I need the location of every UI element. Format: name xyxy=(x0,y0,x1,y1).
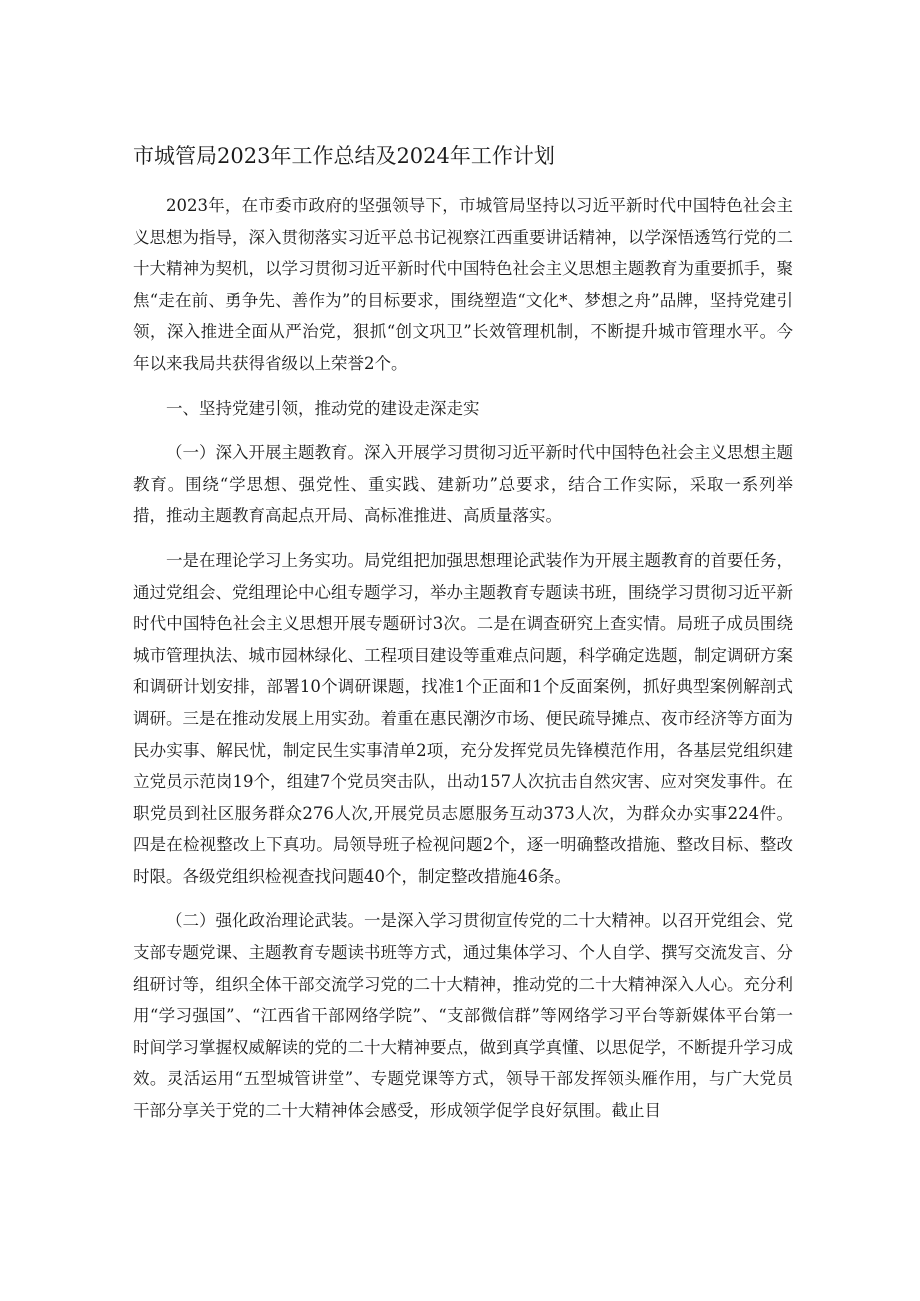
subsection-2-paragraph: （二）强化政治理论武装。一是深入学习贯彻宣传党的二十大精神。以召开党组会、党支部专题党课、主题教育专题读书班等方式，通过集体学习、个人自学、撰写交流发言、分组研讨等，组织全体干部交流学习党的二十大精神，推动党的二十大精神深入人心。充分利用“学习强国”、“江西省干部网络学院”、“支部微信群”等网络学习平台等新媒体平台第一时间学习掌握权威解读的党的二十大精神要点，做到真学真懂、以思促学，不断提升学习成效。灵活运用“五型城管讲堂”、专题党课等方式，领导干部发挥领头雁作用，与广大党员干部分享关于党的二十大精神体会感受，形成领学促学良好氛围。截止目 xyxy=(133,911,793,1121)
document-title: 市城管局2023年工作总结及2024年工作计划 xyxy=(133,144,555,168)
intro-paragraph: 2023年，在市委市政府的坚强领导下，市城管局坚持以习近平新时代中国特色社会主义思想为指导，深入贯彻落实习近平总书记视察江西重要讲话精神，以学深悟透笃行党的二十大精神为契机，以学习贯彻习近平新时代中国特色社会主义思想主题教育为重要抓手，聚焦“走在前、勇争先、善作为”的目标要求，围绕塑造“文化*、梦想之舟”品牌，坚持党建引领，深入推进全面从严治党，狠抓“创文巩卫”长效管理机制，不断提升城市管理水平。今年以来我局共获得省级以上荣誉2个。 xyxy=(133,196,793,373)
document-page xyxy=(133,140,793,1140)
subsection-1-detail-paragraph: 一是在理论学习上务实功。局党组把加强思想理论武装作为开展主题教育的首要任务，通过党组会、党组理论中心组专题学习，举办主题教育专题读书班，围绕学习贯彻习近平新时代中国特色社会主义思想开展专题研讨3次。二是在调查研究上查实情。局班子成员围绕城市管理执法、城市园林绿化、工程项目建设等重难点问题，科学确定选题，制定调研方案和调研计划安排，部署10个调研课题，找准1个正面和1个反面案例，抓好典型案例解剖式调研。三是在推动发展上用实劲。着重在惠民潮汐市场、便民疏导摊点、夜市经济等方面为民办实事、解民忧，制定民生实事清单2项，充分发挥党员先锋模范作用，各基层党组织建立党员示范岗19个，组建7个党员突击队，出动157人次抗击自然灾害、应对突发事件。在职党员到社区服务群众276人次,开展党员志愿服务互动373人次，为群众办实事224件。四是在检视整改上下真功。局领导班子检视问题2个，逐一明确整改措施、整改目标、整改时限。各级党组织检视查找问题40个，制定整改措施46条。 xyxy=(133,550,793,886)
section-heading-1: 一、坚持党建引领，推动党的建设走深走实 xyxy=(166,398,480,418)
subsection-1-paragraph: （一）深入开展主题教育。深入开展学习贯彻习近平新时代中国特色社会主义思想主题教育。围绕“学思想、强党性、重实践、建新功”总要求，结合工作实际，采取一系列举措，推动主题教育高起点开局、高标准推进、高质量落实。 xyxy=(133,443,793,526)
